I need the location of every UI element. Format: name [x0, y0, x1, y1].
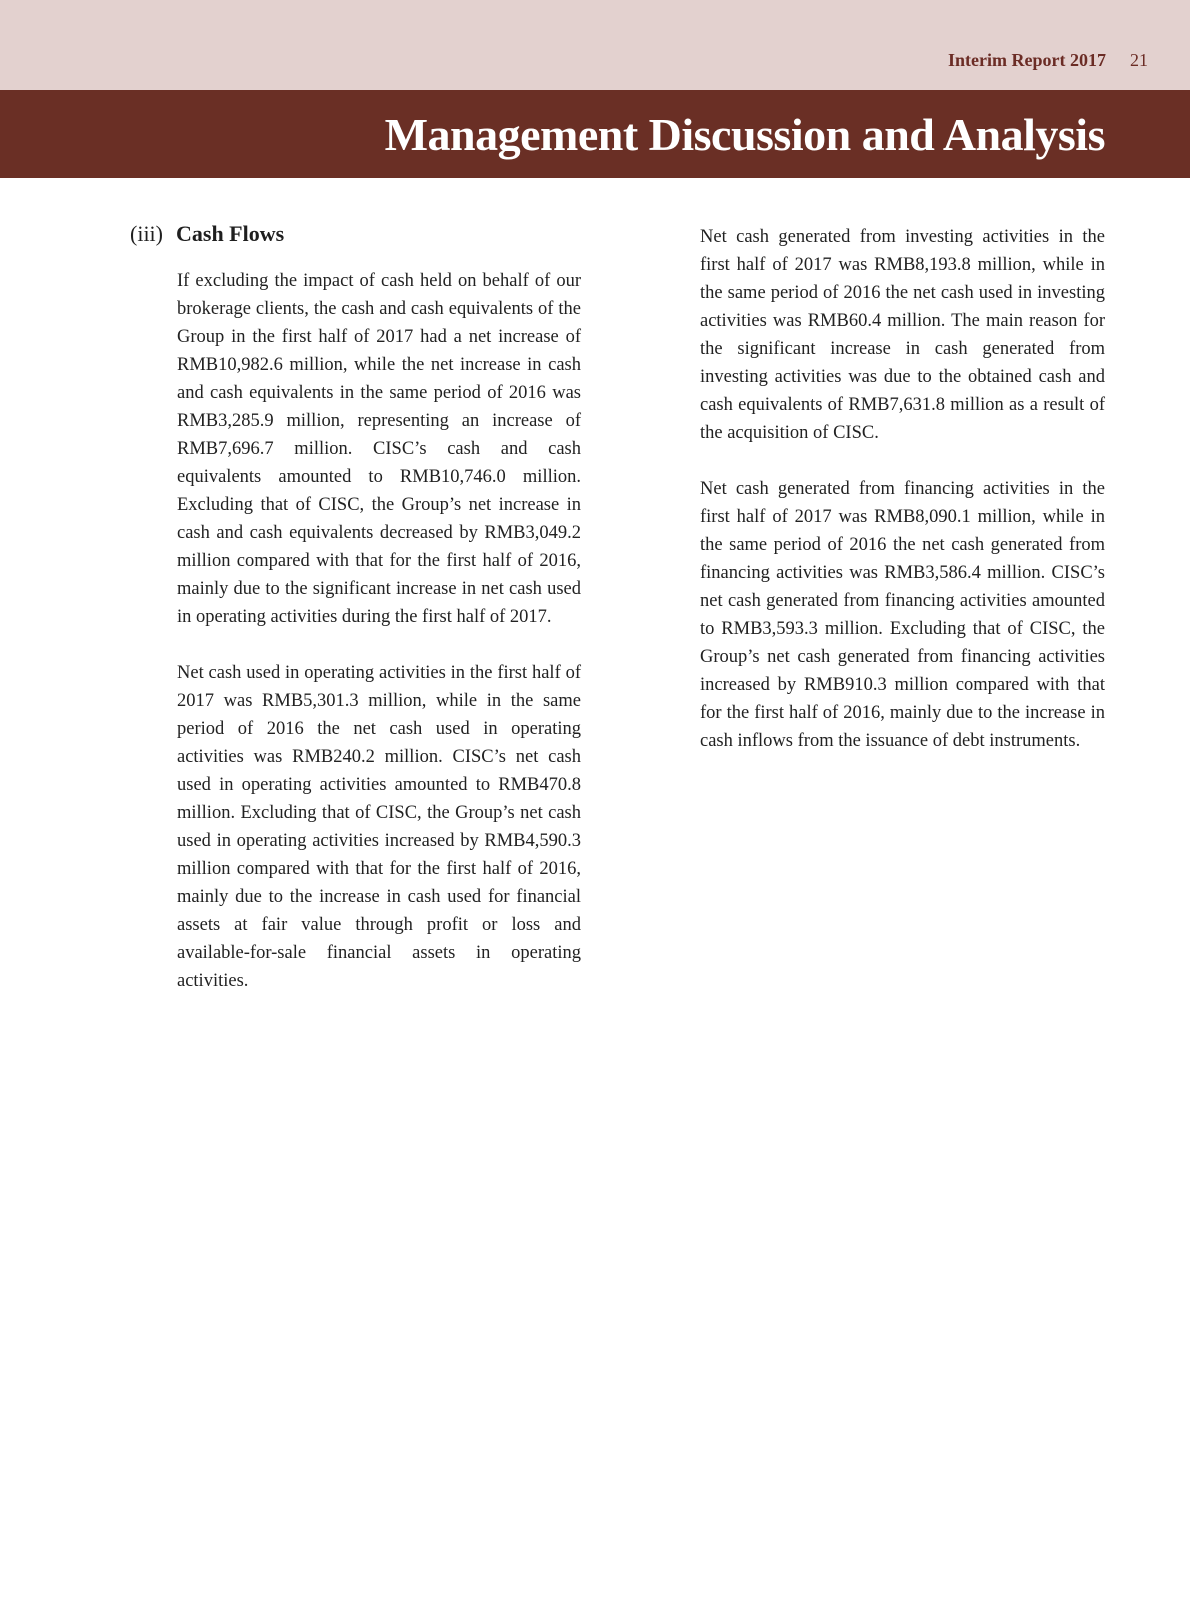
section-heading: [130, 221, 284, 247]
right-column: [700, 223, 1105, 783]
page-number: 21: [1130, 50, 1148, 70]
paragraph-investing-activities: Net cash generated from investing activities in the first half of 2017 was RMB8,193.8 million, while in the same period of 2016 the net cash used in investing activities was RMB60.4 million. The main reason for the significant increase in cash generated from investing activities was due to the obtained cash and cash equivalents of RMB7,631.8 million as a result of the acquisition of CISC.: [700, 227, 1105, 443]
section-number: (iii): [130, 221, 163, 246]
header-band: [0, 0, 1190, 90]
title-band: [0, 90, 1190, 178]
paragraph-operating-activities: Net cash used in operating activities in the first half of 2017 was RMB5,301.3 million, while in the same period of 2016 the net cash used in operating activities was RMB240.2 million. CISC’s net cash used in operating activities amounted to RMB470.8 million. Excluding that of CISC, the Group’s net cash used in operating activities increased by RMB4,590.3 million compared with that for the first half of 2016, mainly due to the increase in cash used for financial assets at fair value through profit or loss and available-for-sale financial assets in operating activities.: [177, 663, 581, 991]
paragraph-financing-activities: Net cash generated from financing activities in the first half of 2017 was RMB8,090.1 million, while in the same period of 2016 the net cash generated from financing activities was RMB3,586.4 million. CISC’s net cash generated from financing activities amounted to RMB3,593.3 million. Excluding that of CISC, the Group’s net cash generated from financing activities increased by RMB910.3 million compared with that for the first half of 2016, mainly due to the increase in cash inflows from the issuance of debt instruments.: [700, 479, 1105, 751]
page-title: Management Discussion and Analysis: [384, 109, 1105, 160]
running-head: [948, 50, 1148, 71]
section-title: Cash Flows: [176, 221, 285, 246]
paragraph-cash-equivalents: If excluding the impact of cash held on behalf of our brokerage clients, the cash and cash equivalents of the Group in the first half of 2017 had a net increase of RMB10,982.6 million, while the net increase in cash and cash equivalents in the same period of 2016 was RMB3,285.9 million, representing an increase of RMB7,696.7 million. CISC’s cash and cash equivalents amounted to RMB10,746.0 million. Excluding that of CISC, the Group’s net increase in cash and cash equivalents decreased by RMB3,049.2 million compared with that for the first half of 2016, mainly due to the significant increase in net cash used in operating activities during the first half of 2017.: [177, 271, 581, 627]
left-column: [177, 267, 581, 1023]
report-title: Interim Report 2017: [948, 50, 1106, 70]
